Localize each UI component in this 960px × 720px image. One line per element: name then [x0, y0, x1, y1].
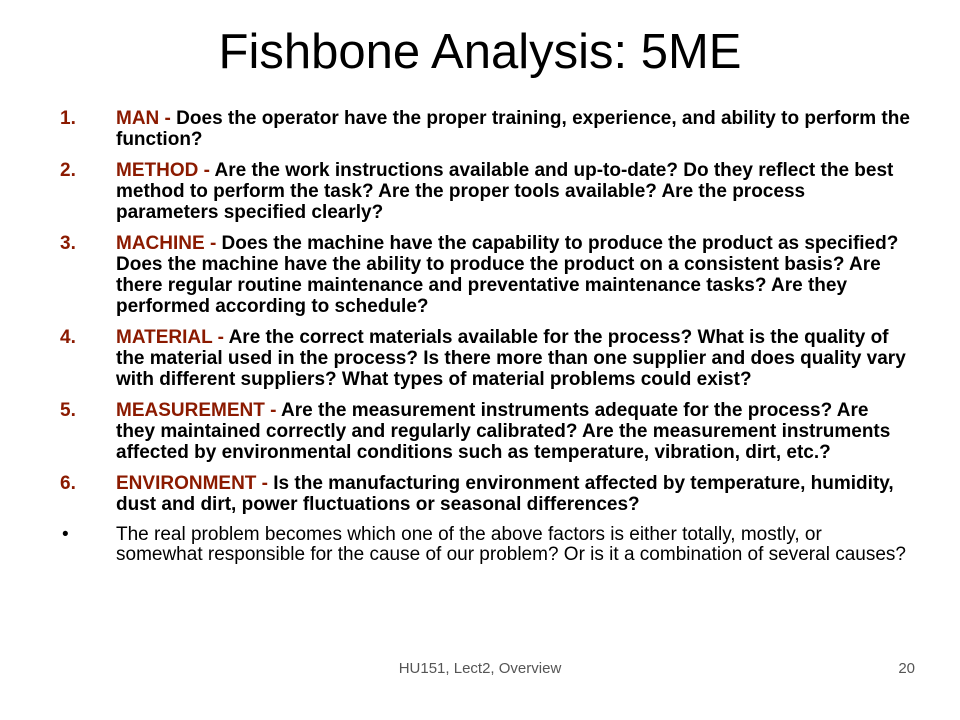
- bullet-text: The real problem becomes which one of the above factors is either totally, mostly, or somewhat responsible for the cause of our problem? Or is it a combination of several causes?: [116, 524, 906, 565]
- item-number: 3.: [60, 233, 76, 254]
- item-number: 2.: [60, 160, 76, 181]
- conclusion-bullet: [0, 525, 960, 565]
- list-item-method: [0, 160, 960, 223]
- footer-course-label: HU151, Lect2, Overview: [398, 660, 562, 677]
- item-number: 4.: [60, 327, 76, 348]
- item-keyword: MACHINE -: [116, 233, 217, 254]
- list-item-man: [0, 108, 960, 150]
- item-text: Are the measurement instruments adequate for the process? Are they maintained correctly and regularly calibrated? Are the measurement instruments affected by environmental conditions such as temperature, vibration, dirt, etc.?: [116, 400, 891, 463]
- factor-list: [0, 108, 960, 565]
- item-number: 6.: [60, 473, 76, 494]
- item-keyword: ENVIRONMENT -: [116, 473, 268, 494]
- item-keyword: METHOD -: [116, 160, 210, 181]
- list-item-material: [0, 327, 960, 390]
- item-text: Are the work instructions available and up-to-date? Do they reflect the best method to perform the task? Are the proper tools available? Are the process parameters specified clearly?: [116, 160, 894, 223]
- list-item-environment: [0, 473, 960, 515]
- list-item-measurement: [0, 400, 960, 463]
- item-text: Does the operator have the proper training, experience, and ability to perform the function?: [116, 108, 910, 150]
- item-keyword: MATERIAL -: [116, 327, 225, 348]
- page-number: 20: [898, 660, 915, 677]
- bullet-marker: •: [62, 524, 69, 545]
- item-keyword: MAN -: [116, 108, 171, 129]
- item-text: Does the machine have the capability to produce the product as specified? Does the machine have the ability to produce the product on a consistent basis? Are there regular routine maintenance and preventative maintenance tasks? Are they performed according to schedule?: [116, 233, 899, 317]
- item-keyword: MEASUREMENT -: [116, 400, 277, 421]
- item-number: 5.: [60, 400, 76, 421]
- item-text: Are the correct materials available for the process? What is the quality of the material used in the process? Is there more than one supplier and does quality vary with different suppliers? What types of material problems could exist?: [116, 327, 906, 390]
- slide-footer: [0, 660, 960, 680]
- list-item-machine: [0, 233, 960, 317]
- item-text: Is the manufacturing environment affected by temperature, humidity, dust and dirt, power fluctuations or seasonal differences?: [116, 473, 894, 515]
- slide-title: Fishbone Analysis: 5ME: [218, 25, 742, 79]
- item-number: 1.: [60, 108, 76, 129]
